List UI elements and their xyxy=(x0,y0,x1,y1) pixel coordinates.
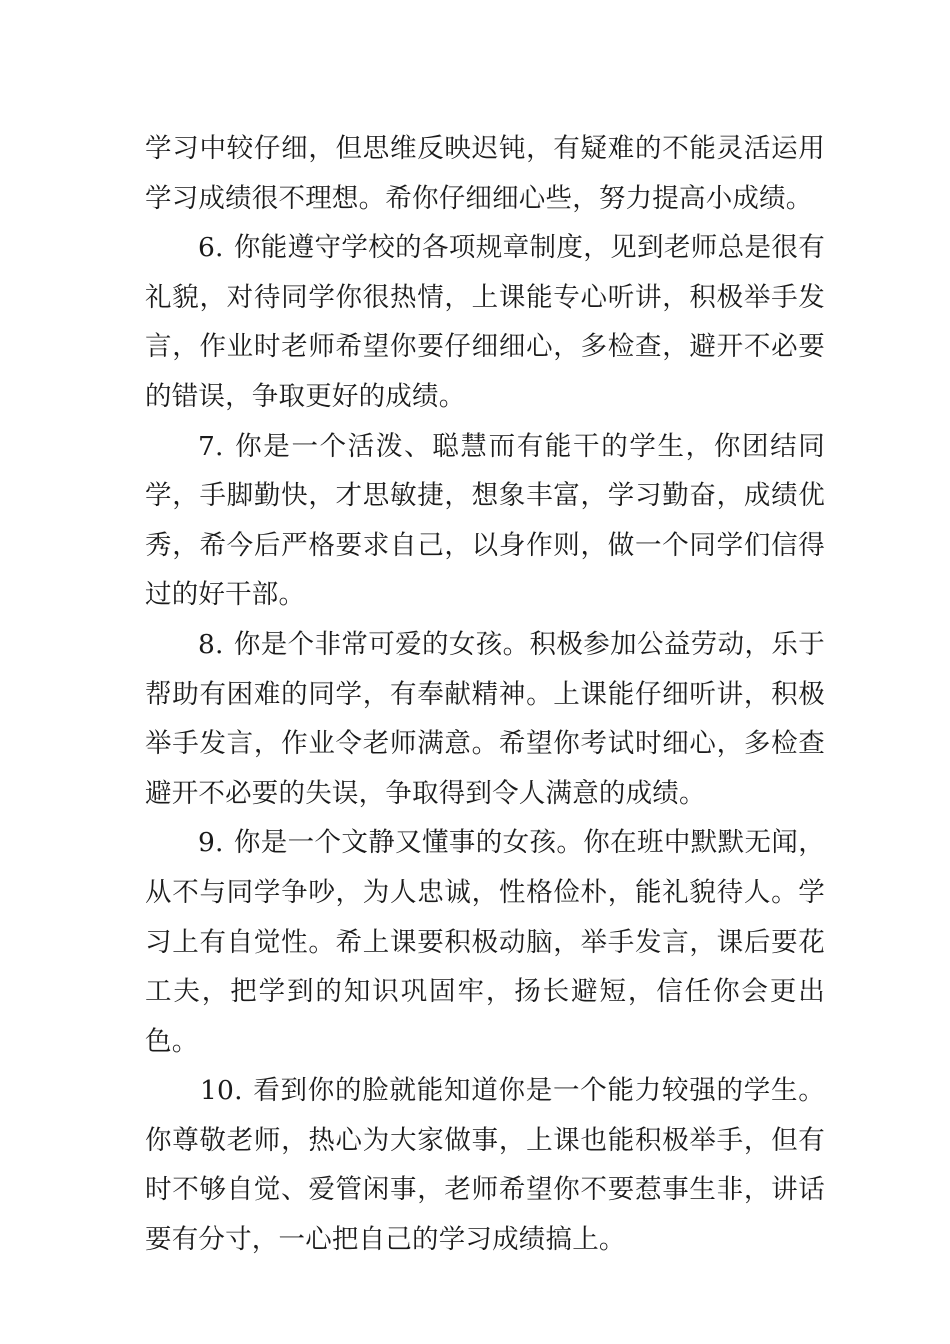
paragraph-text: 看到你的脸就能知道你是一个能力较强的学生。你尊敬老师，热心为大家做事，上课也能积极举手，但有时不够自觉、爱管闲事，老师希望你不要惹事生非，讲话要有分寸，一心把自己的学习成绩搞上。 xyxy=(145,1075,825,1256)
item-number: 9. xyxy=(198,827,224,859)
paragraph-text: 你是个非常可爱的女孩。积极参加公益劳动，乐于帮助有困难的同学，有奉献精神。上课能仔细听讲，积极举手发言，作业令老师满意。希望你考试时细心，多检查避开不必要的失误，争取得到令人满意的成绩。 xyxy=(145,628,825,809)
paragraph-item-6 xyxy=(145,223,825,421)
paragraph-text: 你能遵守学校的各项规章制度，见到老师总是很有礼貌，对待同学你很热情，上课能专心听讲，积极举手发言，作业时老师希望你要仔细细心，多检查，避开不必要的错误，争取更好的成绩。 xyxy=(145,232,825,412)
item-number: 10. xyxy=(200,1075,243,1107)
paragraph-continuation xyxy=(145,124,825,223)
paragraph-text: 你是一个活泼、聪慧而有能干的学生，你团结同学，手脚勤快，才思敏捷，想象丰富，学习勤奋，成绩优秀，希今后严格要求自己，以身作则，做一个同学们信得过的好干部。 xyxy=(145,430,825,611)
paragraph-item-8 xyxy=(145,620,825,818)
paragraph-item-9 xyxy=(145,818,825,1066)
paragraph-text: 你是一个文静又懂事的女孩。你在班中默默无闻，从不与同学争吵，为人忠诚，性格俭朴，能礼貌待人。学习上有自觉性。希上课要积极动脑，举手发言，课后要花工夫，把学到的知识巩固牢，扬长避短，信任你会更出色。 xyxy=(145,827,825,1057)
item-number: 8. xyxy=(198,628,224,660)
paragraph-text: 学习中较仔细，但思维反映迟钝，有疑难的不能灵活运用学习成绩很不理想。希你仔细细心些，努力提高小成绩。 xyxy=(145,133,825,214)
paragraph-item-10 xyxy=(145,1066,825,1264)
document-body xyxy=(145,124,825,1265)
item-number: 6. xyxy=(198,232,224,264)
paragraph-item-7 xyxy=(145,422,825,620)
item-number: 7. xyxy=(198,430,224,462)
